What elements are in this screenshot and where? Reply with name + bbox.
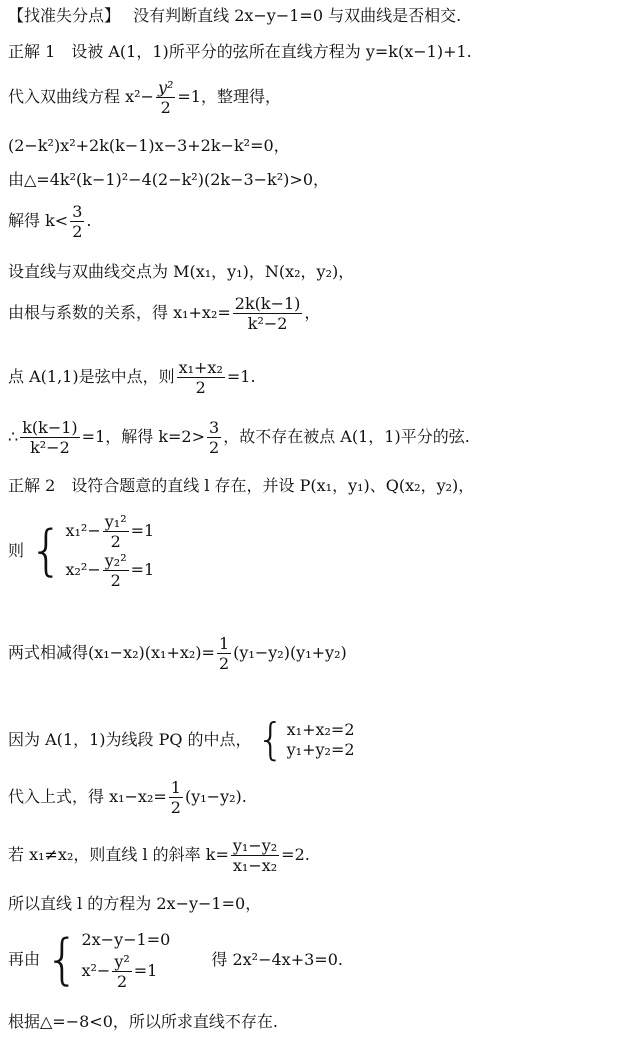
- text: 再由: [8, 949, 41, 969]
- therefore: ∴: [8, 427, 19, 446]
- equation: x₁+x₂=2: [286, 720, 355, 739]
- text: 代入上式，得 x₁−x₂=: [8, 787, 167, 806]
- equation: [65, 551, 154, 590]
- text: =1: [133, 961, 158, 980]
- text: 点 A(1,1)是弦中点，则: [8, 367, 175, 386]
- numerator: 3: [72, 202, 83, 221]
- numerator: 2k(k−1): [234, 294, 301, 313]
- system-rows: [81, 928, 170, 991]
- denominator: x₁−x₂: [232, 856, 278, 875]
- error-tag: 【找准失分点】: [8, 6, 121, 25]
- sol2-substitute: [8, 778, 247, 817]
- denominator: 2: [209, 438, 220, 457]
- fraction: [169, 778, 183, 817]
- sol1-setup: 正解 1 设被 A(1，1)所平分的弦所在直线方程为 y=k(x−1)+1.: [8, 42, 472, 61]
- text: 则: [8, 541, 25, 560]
- sol1-midpoint: [8, 358, 256, 397]
- text: ，: [304, 303, 321, 322]
- numerator: 1: [218, 634, 230, 653]
- sol2-system: [8, 512, 154, 590]
- fraction: [207, 418, 221, 457]
- numerator: y₂²: [104, 551, 127, 570]
- text: x₁²−: [65, 521, 101, 540]
- text: =1.: [226, 367, 256, 386]
- numerator: 3: [209, 418, 220, 437]
- fraction: [103, 512, 129, 551]
- fraction: [233, 294, 303, 333]
- system-rows: [65, 512, 154, 590]
- equation: [81, 952, 170, 991]
- brace: {: [29, 519, 64, 582]
- text: .: [86, 211, 92, 230]
- text: =2.: [281, 845, 310, 864]
- numerator: y²: [114, 952, 130, 971]
- sol2-final-system: [8, 928, 343, 991]
- sol1-substitute: [8, 78, 281, 117]
- text: 得 2x²−4x+3=0.: [211, 949, 343, 969]
- denominator: 2: [110, 532, 121, 551]
- sol2-conclusion: 根据△=−8<0，所以所求直线不存在.: [8, 1012, 278, 1031]
- numerator: y₁−y₂: [232, 836, 278, 855]
- text: 由根与系数的关系，得 x₁+x₂=: [8, 303, 231, 322]
- sol1-conclusion: [8, 418, 470, 457]
- denominator: 2: [160, 98, 171, 117]
- equation-system: [29, 512, 154, 590]
- fraction: [217, 634, 231, 673]
- text: 因为 A(1，1)为线段 PQ 的中点，: [8, 730, 252, 749]
- denominator: 2: [218, 654, 230, 673]
- denominator: k²−2: [247, 314, 288, 333]
- system-rows: [287, 720, 355, 760]
- sol1-vieta: [8, 294, 320, 333]
- text: =1，整理得，: [177, 87, 281, 106]
- text: 两式相减得(x₁−x₂)(x₁+x₂)=: [8, 643, 215, 662]
- fraction: [177, 358, 225, 397]
- text: 若 x₁≠x₂，则直线 l 的斜率 k=: [8, 845, 229, 864]
- sol2-midpoint: [8, 714, 355, 765]
- text: (y₁−y₂).: [184, 787, 247, 806]
- brace: {: [256, 714, 285, 765]
- fraction: [112, 952, 131, 991]
- sol1-quadratic: (2−k²)x²+2k(k−1)x−3+2k−k²=0，: [8, 136, 290, 155]
- sol1-intersections: 设直线与双曲线交点为 M(x₁，y₁)，N(x₂，y₂)，: [8, 262, 355, 281]
- denominator: 2: [72, 222, 83, 241]
- text: =1: [130, 560, 155, 579]
- equation-system: [45, 928, 170, 991]
- equation: y₁+y₂=2: [286, 740, 355, 759]
- numerator: 1: [170, 778, 181, 797]
- denominator: k²−2: [30, 438, 70, 457]
- denominator: 2: [170, 798, 181, 817]
- text: x₂²−: [65, 560, 101, 579]
- denominator: 2: [110, 571, 121, 590]
- equation-system: [256, 714, 355, 765]
- text: x²−: [81, 961, 111, 980]
- fraction: [20, 418, 79, 457]
- error-analysis-line: [8, 6, 461, 26]
- fraction: [103, 551, 129, 590]
- numerator: x₁+x₂: [178, 358, 223, 377]
- text: (y₁−y₂)(y₁+y₂): [233, 643, 347, 662]
- fraction: [156, 78, 175, 117]
- fraction: [70, 202, 84, 241]
- numerator: y²: [157, 78, 174, 97]
- denominator: 2: [195, 378, 206, 397]
- text: =1，解得 k=2>: [81, 427, 206, 446]
- sol1-k-range: [8, 202, 91, 241]
- sol2-line-eq: 所以直线 l 的方程为 2x−y−1=0，: [8, 894, 262, 913]
- text: ，故不存在被点 A(1，1)平分的弦.: [223, 427, 470, 446]
- brace: {: [45, 927, 80, 991]
- denominator: 2: [116, 972, 128, 991]
- numerator: y₁²: [104, 512, 127, 531]
- error-text: 没有判断直线 2x−y−1=0 与双曲线是否相交.: [133, 6, 462, 25]
- text: 代入双曲线方程 x²−: [8, 87, 154, 106]
- equation: [65, 512, 154, 551]
- sol2-setup: 正解 2 设符合题意的直线 l 存在，并设 P(x₁，y₁)、Q(x₂，y₂)，: [8, 476, 475, 495]
- equation: 2x−y−1=0: [81, 930, 171, 949]
- text: 解得 k<: [8, 211, 69, 230]
- text: =1: [130, 521, 155, 540]
- fraction: [231, 836, 279, 875]
- sol1-discriminant: 由△=4k²(k−1)²−4(2−k²)(2k−3−k²)>0，: [8, 170, 329, 189]
- sol2-slope: [8, 836, 310, 875]
- sol2-subtract: [8, 634, 347, 673]
- numerator: k(k−1): [22, 418, 78, 437]
